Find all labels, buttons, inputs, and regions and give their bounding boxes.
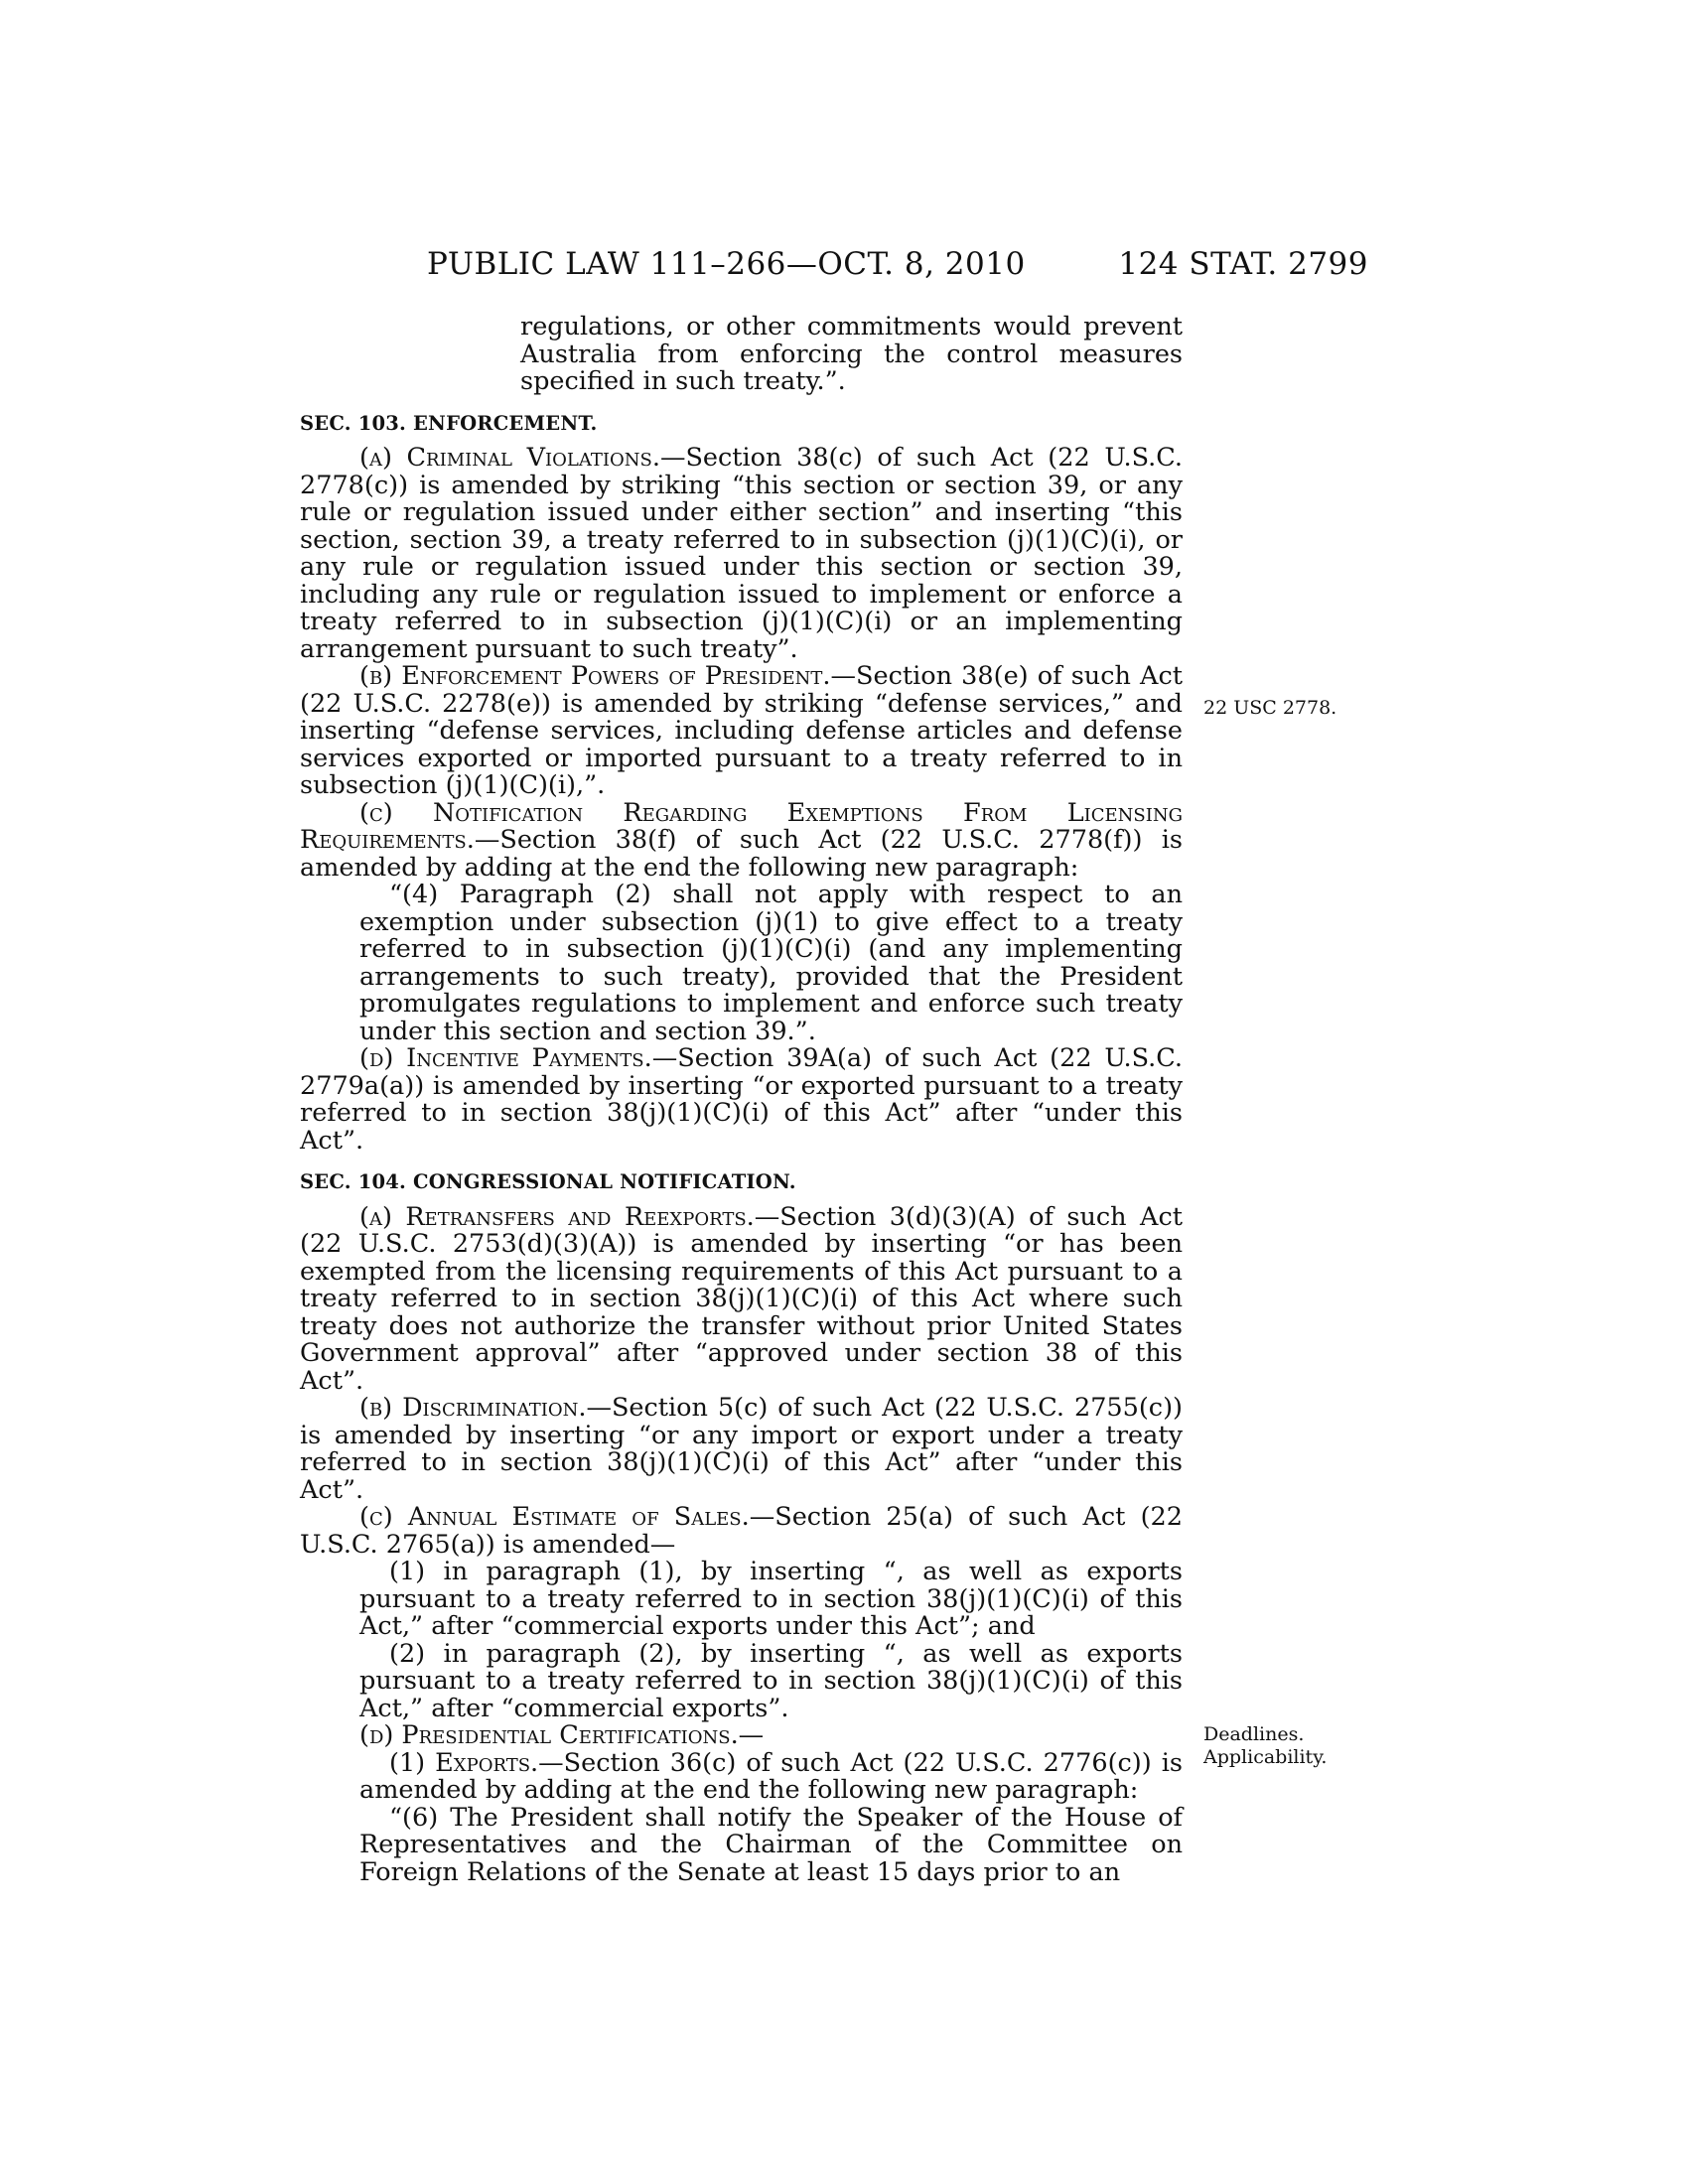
section-104-d-text: —: [738, 1720, 765, 1750]
section-103-a-heading: (a) Criminal Violations.: [359, 443, 660, 473]
margin-note-usc: 22 USC 2778.: [1203, 697, 1337, 719]
section-103-d-text: —Section 39A(a) of such Act (22 U.S.C. 2779a(a)) is amended by inserting “or exported pursuant to a treaty referred to in section 38(j)(1)(C)(i) of this Act” after “under this Act”.: [300, 1043, 1184, 1156]
section-103-b-text: —Section 38(e) of such Act (22 U.S.C. 2278(e)) is amended by striking “defense services,” and inserting “defense services, including defense articles and defense services exported or imported pursuant to a treaty referred to in subsection (j)(1)(C)(i),”.: [300, 661, 1183, 800]
page-header: [427, 246, 1368, 286]
section-104-c-text: —Section 25(a) of such Act (22 U.S.C. 2765(a)) is amended—: [300, 1502, 1183, 1560]
continuation-text: regulations, or other commitments would prevent Australia from enforcing the control measures specified in such treaty.”.: [520, 312, 1183, 396]
section-104-d-1-quote: “(6) The President shall notify the Speaker of the House of Representatives and the Chairman of the Committee on Foreign Relations of the Senate at least 15 days prior to an: [359, 1802, 1183, 1887]
margin-note-applicability: Applicability.: [1203, 1746, 1328, 1768]
section-103-c-text: —Section 38(f) of such Act (22 U.S.C. 2778(f)) is amended by adding at the end the following new paragraph:: [300, 825, 1183, 883]
section-104-c-1: (1) in paragraph (1), by inserting “, as well as exports pursuant to a treaty referred to in section 38(j)(1)(C)(i) of this Act,” after “commercial exports under this Act”; and: [359, 1557, 1183, 1641]
section-103-b: [300, 663, 1183, 800]
section-104-c-heading: (c) Annual Estimate of Sales.: [359, 1502, 750, 1532]
section-103-a-text: —Section 38(c) of such Act (22 U.S.C. 2778(c)) is amended by striking “this section or section 39, or any rule or regulation issued under either section” and inserting “this section, section 39, a treaty referred to in subsection (j)(1)(C)(i), or any rule or regulation issued under this section or section 39, including any rule or regulation issued to implement or enforce a treaty referred to in subsection (j)(1)(C)(i) or an implementing arrangement pursuant to such treaty”.: [300, 443, 1183, 664]
section-104-d: [300, 1722, 1183, 1750]
section-103-c-heading: (c) Notification Regarding Exemptions From Licensing Requirements.: [300, 797, 1183, 855]
section-104-c: [300, 1504, 1183, 1559]
section-104-b-text: —Section 5(c) of such Act (22 U.S.C. 2755(c)) is amended by inserting “or any import or export under a treaty referred to in section 38(j)(1)(C)(i) of this Act” after “under this Act”.: [300, 1393, 1183, 1505]
section-104-d-1-text: —Section 36(c) of such Act (22 U.S.C. 2776(c)) is amended by adding at the end the following new paragraph:: [359, 1747, 1183, 1805]
section-104-c-2: (2) in paragraph (2), by inserting “, as well as exports pursuant to a treaty referred to in section 38(j)(1)(C)(i) of this Act,” after “commercial exports”.: [359, 1638, 1183, 1723]
section-104-d-1-heading: (1) Exports.: [389, 1747, 539, 1778]
section-103-c: [300, 797, 1183, 883]
section-103-heading: SEC. 103. ENFORCEMENT.: [300, 411, 598, 435]
section-103-d-heading: (d) Incentive Payments.: [359, 1043, 652, 1073]
section-104-d-heading: (d) Presidential Certifications.: [359, 1720, 739, 1750]
section-104-a: [300, 1201, 1183, 1396]
document-body: [300, 314, 1183, 1886]
section-103-a: [300, 445, 1183, 663]
section-104-b: [300, 1395, 1183, 1504]
header-stat-page: 124 STAT. 2799: [1118, 246, 1368, 282]
section-104-a-text: —Section 3(d)(3)(A) of such Act (22 U.S.C. 2753(d)(3)(A)) is amended by inserting “or has been exempted from the licensing requirements of this Act pursuant to a treaty referred to in section 38(j)(1)(C)(i) of this Act where such treaty does not authorize the transfer without prior United States Government approval” after “approved under section 38 of this Act”.: [300, 1201, 1183, 1396]
section-104-d-1: [300, 1747, 1183, 1805]
section-104-a-heading: (a) Retransfers and Reexports.: [359, 1201, 755, 1232]
section-104-b-heading: (b) Discrimination.: [359, 1393, 587, 1423]
section-103-d: [300, 1045, 1183, 1155]
section-103-c-quote: “(4) Paragraph (2) shall not apply with respect to an exemption under subsection (j)(1) to give effect to a treaty referred to in subsection (j)(1)(C)(i) (and any implementing arrangements to such treaty), provided that the President promulgates regulations to implement and enforce such treaty under this section and section 39.”.: [359, 880, 1183, 1046]
section-103-b-heading: (b) Enforcement Powers of President.: [359, 661, 831, 691]
margin-note-deadlines: Deadlines.: [1203, 1723, 1305, 1745]
section-104-heading: SEC. 104. CONGRESSIONAL NOTIFICATION.: [300, 1170, 796, 1193]
header-public-law: PUBLIC LAW 111–266—OCT. 8, 2010: [427, 246, 1026, 282]
